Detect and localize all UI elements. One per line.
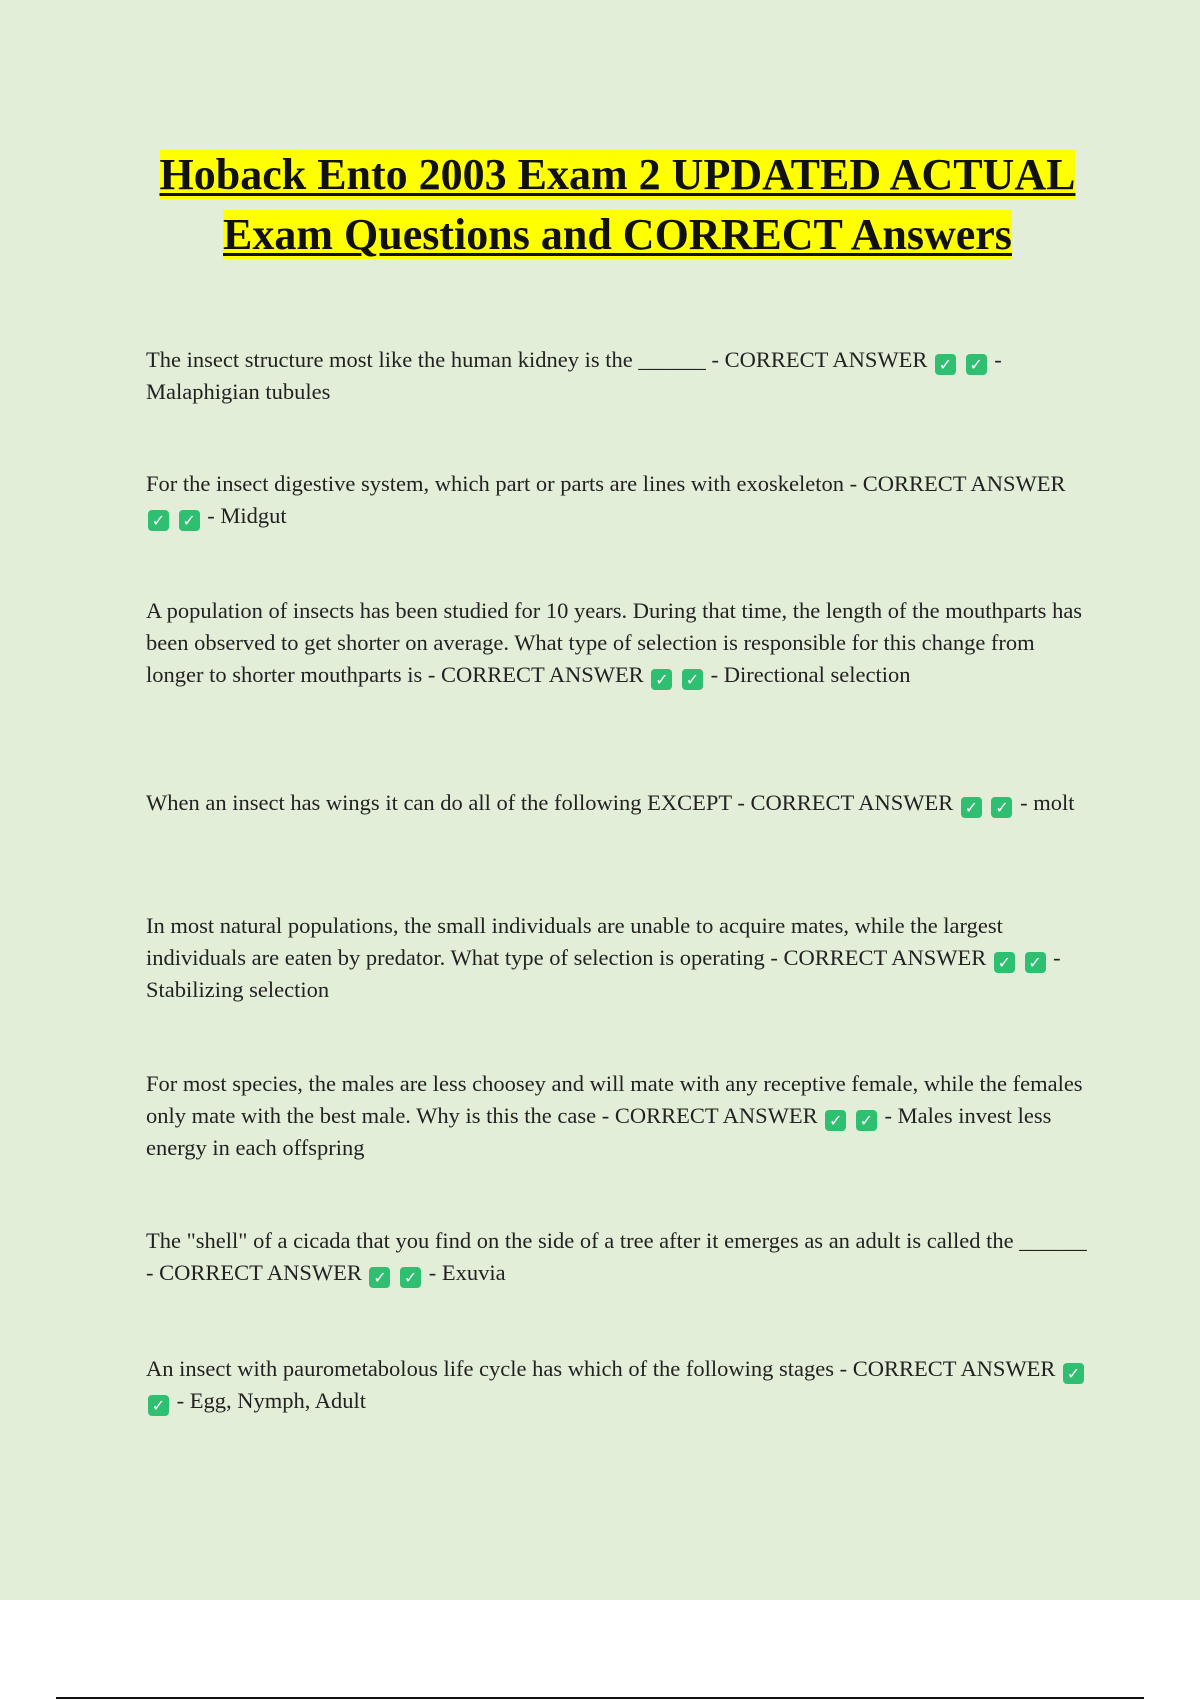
check-box-icon: ✓ [935,354,956,375]
check-box-icon: ✓ [682,669,703,690]
answer-text: - Stabilizing selection [146,945,1061,1002]
qa-item [146,1068,1092,1164]
answer-text: - molt [1020,790,1075,815]
question-text: For the insect digestive system, which part or parts are lines with exoskeleton - CORRECT ANSWER [146,471,1066,496]
qa-item [146,595,1092,691]
qa-item [146,468,1092,532]
question-text: In most natural populations, the small individuals are unable to acquire mates, while the largest individuals are eaten by predator. What type of selection is operating - CORRECT ANSWER [146,913,1003,970]
check-box-icon: ✓ [148,1395,169,1416]
question-text: For most species, the males are less choosey and will mate with any receptive female, while the females only mate with the best male. Why is this the case - CORRECT ANSWER [146,1071,1083,1128]
qa-item [146,1225,1092,1289]
check-box-icon: ✓ [179,510,200,531]
check-box-icon: ✓ [400,1267,421,1288]
question-text: An insect with paurometabolous life cycle has which of the following stages - CORRECT ANSWER [146,1356,1056,1381]
answer-text: - Directional selection [710,662,911,687]
question-text: When an insect has wings it can do all of the following EXCEPT - CORRECT ANSWER [146,790,954,815]
title-text: Hoback Ento 2003 Exam 2 UPDATED ACTUAL Exam Questions and CORRECT Answers [159,150,1076,259]
check-box-icon: ✓ [825,1110,846,1131]
check-box-icon: ✓ [651,669,672,690]
check-box-icon: ✓ [1063,1363,1084,1384]
check-box-icon: ✓ [1025,952,1046,973]
check-box-icon: ✓ [369,1267,390,1288]
check-box-icon: ✓ [991,797,1012,818]
qa-item [146,787,1092,819]
check-box-icon: ✓ [966,354,987,375]
footer-divider [56,1697,1144,1699]
check-box-icon: ✓ [994,952,1015,973]
check-box-icon: ✓ [961,797,982,818]
answer-text: - Exuvia [428,1260,506,1285]
question-text: A population of insects has been studied for 10 years. During that time, the length of the mouthparts has been observed to get shorter on average. What type of selection is responsible for this change from longer to shorter mouthparts is - CORRECT ANSWER [146,598,1083,687]
answer-text: - Malaphigian tubules [146,347,1002,404]
answer-text: - Egg, Nymph, Adult [176,1388,366,1413]
qa-item [146,344,1092,408]
document-title [120,145,1115,265]
question-text: The insect structure most like the human kidney is the ______ - CORRECT ANSWER [146,347,928,372]
check-box-icon: ✓ [856,1110,877,1131]
qa-item [146,910,1092,1006]
answer-text: - Midgut [207,503,287,528]
qa-item [146,1353,1092,1417]
check-box-icon: ✓ [148,510,169,531]
question-text: The "shell" of a cicada that you find on the side of a tree after it emerges as an adult is called the ______ - CORRECT ANSWER [146,1228,1087,1285]
answer-text: - Males invest less energy in each offspring [146,1103,1052,1160]
